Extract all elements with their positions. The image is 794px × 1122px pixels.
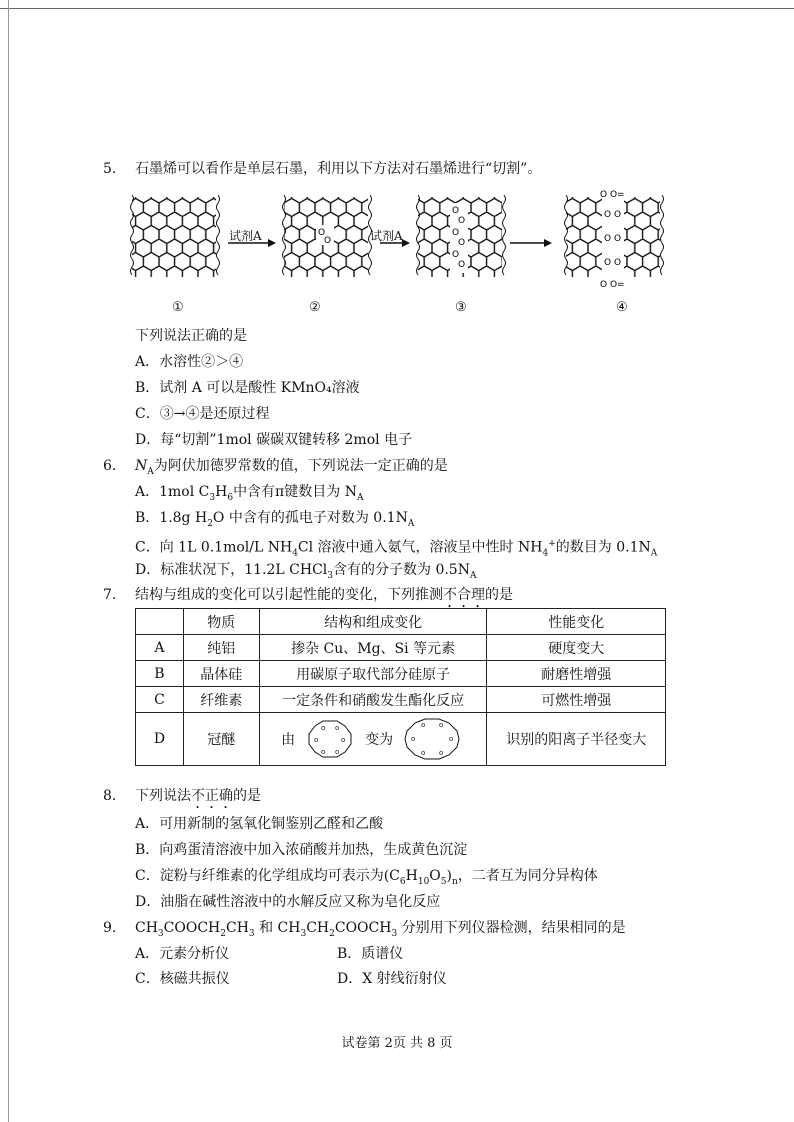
q8-option-b: B．向鸡蛋清溶液中加入浓硝酸并加热，生成黄色沉淀	[135, 842, 468, 858]
table-cell: 用碳原子取代部分硅原子	[259, 661, 487, 687]
table-row	[136, 713, 666, 766]
table-cell: 硬度变大	[487, 635, 666, 661]
svg-text:o: o	[321, 724, 326, 732]
table-row	[136, 687, 666, 713]
svg-text:o: o	[439, 749, 444, 757]
table-cell: 掺杂 Cu、Mg、Si 等元素	[259, 635, 487, 661]
svg-text:o: o	[421, 749, 426, 757]
q5-option-a: A．水溶性②＞④	[135, 354, 244, 370]
svg-text:o: o	[421, 721, 426, 729]
q9-option-c: C．核磁共振仪	[135, 971, 230, 987]
q7-number: 7.	[103, 587, 117, 603]
table-row	[136, 661, 666, 687]
svg-text:O: O	[318, 228, 326, 238]
svg-text:O: O	[452, 206, 460, 216]
structure-label-2: ②	[309, 300, 321, 315]
table-cell: D	[136, 713, 184, 766]
crown-ether-small-icon	[301, 718, 359, 760]
svg-text:O: O	[458, 260, 466, 270]
q5-option-c: C．③→④是还原过程	[135, 406, 270, 422]
svg-text:O O: O O	[604, 258, 622, 268]
svg-text:O: O	[458, 216, 466, 226]
table-cell: 晶体硅	[183, 661, 259, 687]
graphene-structure-3	[417, 195, 506, 277]
table-cell-crown-ether	[259, 713, 487, 766]
svg-text:o: o	[411, 735, 416, 743]
table-cell: 耐磨性增强	[487, 661, 666, 687]
q5-option-d: D．每“切割”1mol 碳碳双键转移 2mol 电子	[135, 432, 413, 448]
svg-text:O O: O O	[604, 210, 622, 220]
structure-label-4: ④	[616, 300, 628, 315]
scan-border	[0, 8, 794, 9]
table-cell: A	[136, 635, 184, 661]
q9-number: 9.	[103, 920, 117, 936]
reagent-label-2: 试剂A	[370, 229, 403, 243]
q8-number: 8.	[103, 788, 117, 804]
structure-label-3: ③	[455, 300, 467, 315]
q6-stem: $N_A$为阿伏加德罗常数的值，下列说法一定正确的是	[135, 458, 448, 477]
q6-option-a: A．1mol $C_3H_6$中含有π键数目为 $N_A$	[135, 484, 364, 503]
table-cell: 识别的阳离子半径变大	[487, 713, 666, 766]
table-cell: 可燃性增强	[487, 687, 666, 713]
page-footer: 试卷第 2页 共 8 页	[341, 1036, 453, 1051]
graphene-cutting-diagram	[120, 185, 680, 320]
graphene-structure-4	[565, 190, 664, 290]
svg-text:o: o	[439, 721, 444, 729]
graphene-structure-1	[131, 195, 220, 277]
q6-number: 6.	[103, 458, 117, 474]
q5-stem: 石墨烯可以看作是单层石墨，利用以下方法对石墨烯进行“切割”。	[135, 161, 542, 177]
q8-option-c: C．淀粉与纤维素的化学组成均可表示为$(C_6H_{10}O_5)_n$，二者互为同分异构体	[135, 868, 598, 887]
q5-prompt: 下列说法正确的是	[135, 328, 247, 344]
from-label: 由	[281, 732, 296, 748]
q7-stem: 结构与组成的变化可以引起性能的变化，下列推测不合理的是	[135, 587, 513, 603]
table-header-cell: 性能变化	[487, 609, 666, 635]
q5-option-b: B．试剂 A 可以是酸性 KMnO₄溶液	[135, 380, 360, 396]
q6-option-b: B．1.8g $H_2O$ 中含有的孤电子对数为 $0.1N_A$	[135, 510, 415, 529]
svg-text:O: O	[452, 228, 460, 238]
structure-label-1: ①	[172, 300, 184, 315]
graphene-structure-2	[283, 195, 372, 277]
table-cell: 冠醚	[183, 713, 259, 766]
q8-option-d: D．油脂在碱性溶液中的水解反应又称为皂化反应	[135, 894, 441, 910]
q8-option-a: A．可用新制的氢氧化铜鉴别乙醛和乙酸	[135, 816, 384, 832]
table-header-cell	[136, 609, 184, 635]
table-cell: 一定条件和硝酸发生酯化反应	[259, 687, 487, 713]
svg-text:o: o	[341, 736, 346, 744]
q9-stem: $CH_3COOCH_2CH_3$ 和 $CH_3CH_2COOCH_3$ 分别用下列仪器检测，结果相同的是	[135, 920, 626, 939]
crown-ether-large-icon	[399, 717, 465, 761]
table-cell: 纯铝	[183, 635, 259, 661]
reaction-arrow-3	[510, 239, 552, 247]
svg-text:o: o	[449, 735, 454, 743]
q5-number: 5.	[103, 161, 117, 177]
table-header-row	[136, 609, 666, 635]
reagent-label-1: 试剂A	[229, 229, 262, 243]
q9-option-d: D．X 射线衍射仪	[337, 971, 447, 987]
svg-text:o: o	[321, 748, 326, 756]
svg-text:O O=: O O=	[600, 190, 625, 200]
svg-text:O: O	[458, 238, 466, 248]
table-cell: C	[136, 687, 184, 713]
q6-option-d: D．标准状况下，11.2L CHCl$_3$含有的分子数为 $0.5N_A$	[135, 562, 477, 581]
q9-option-a: A．元素分析仪	[135, 946, 230, 962]
svg-text:o: o	[314, 736, 319, 744]
q6-option-c: C．向 1L 0.1mol/L $NH_4Cl$ 溶液中通入氨气，溶液呈中性时 $NH_4^+$的数目为 $0.1N_A$	[135, 539, 658, 559]
to-label: 变为	[365, 732, 394, 748]
svg-text:o: o	[335, 748, 340, 756]
svg-text:O O=: O O=	[600, 280, 625, 290]
svg-text:O O: O O	[604, 234, 622, 244]
svg-text:O: O	[324, 236, 332, 246]
svg-text:o: o	[335, 724, 340, 732]
table-row	[136, 635, 666, 661]
q7-table	[135, 608, 666, 766]
table-header-cell: 结构和组成变化	[259, 609, 487, 635]
table-header-cell: 物质	[183, 609, 259, 635]
scan-edge	[8, 0, 9, 1122]
svg-text:O: O	[452, 250, 460, 260]
table-cell: 纤维素	[183, 687, 259, 713]
q8-stem: 下列说法不正确的是	[135, 788, 261, 804]
q9-option-b: B．质谱仪	[337, 946, 404, 962]
table-cell: B	[136, 661, 184, 687]
